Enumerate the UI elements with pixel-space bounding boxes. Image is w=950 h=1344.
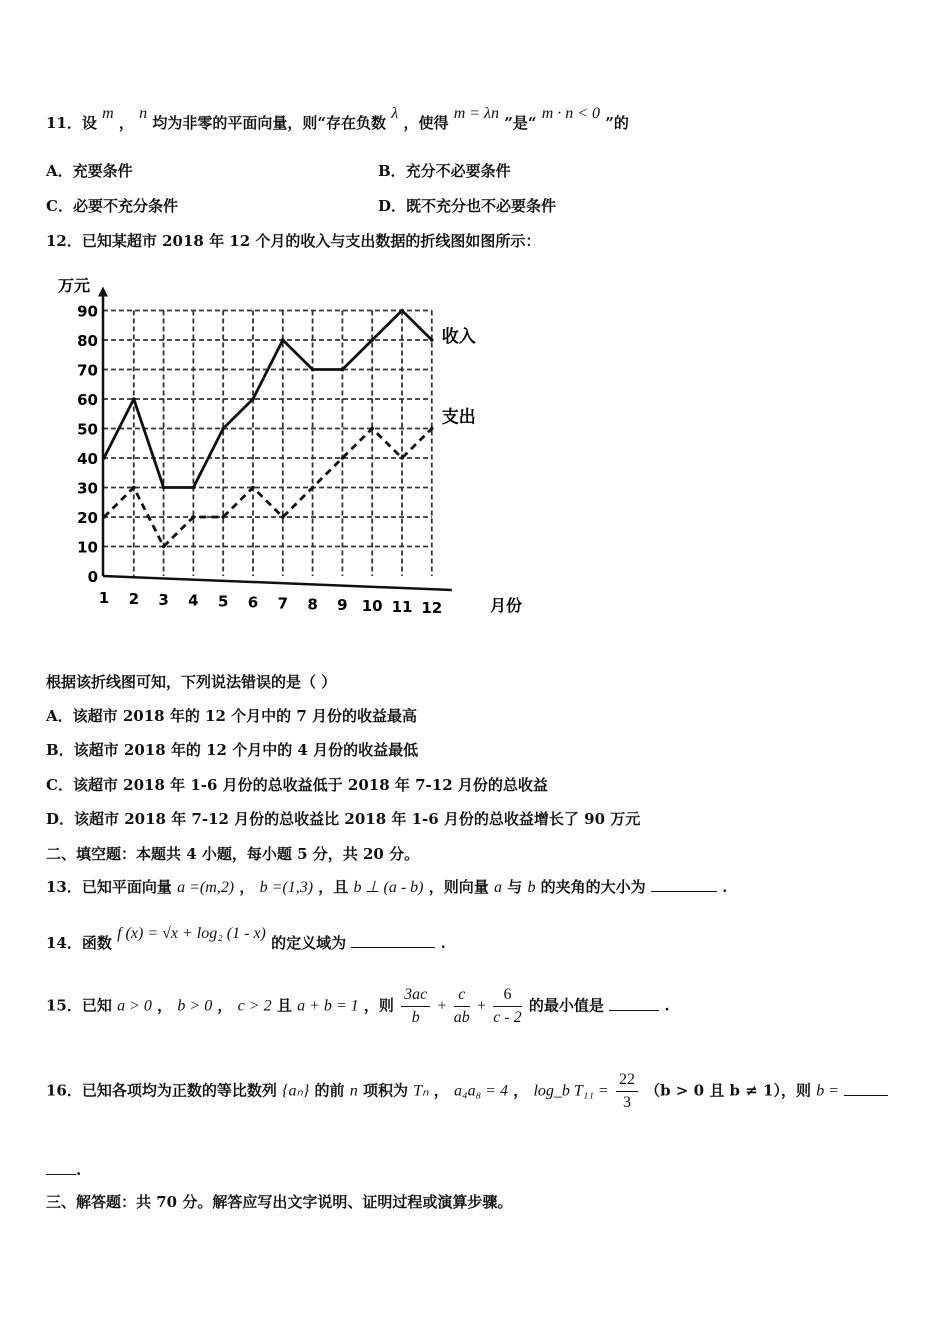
q15-frac3-numerator: 6 (493, 986, 521, 1007)
x-tick-label: 12 (421, 598, 443, 617)
q16-text-2: 项积为 (363, 1081, 409, 1100)
section-2-heading: 二、填空题：本题共 4 小题，每小题 5 分，共 20 分。 (46, 845, 420, 863)
x-tick-label: 7 (277, 594, 289, 613)
expense-point (162, 545, 166, 549)
section-3-heading: 三、解答题：共 70 分。解答应写出文字说明、证明过程或演算步骤。 (46, 1193, 513, 1211)
q16-b-equals: b = (816, 1082, 840, 1100)
income-point (251, 397, 255, 401)
q15-sep-1: ， (157, 996, 173, 1015)
expense-point (221, 515, 225, 519)
q15-text-2: ，则 (363, 996, 394, 1015)
q11-option-d: D．既不充分也不必要条件 (378, 197, 557, 215)
q16-sep-1: ， (433, 1081, 449, 1100)
expense-point (281, 515, 285, 519)
q16-n: n (349, 1082, 358, 1100)
q11-option-a: A．充要条件 (46, 162, 133, 180)
y-axis-arrow (98, 287, 108, 297)
y-tick-label: 60 (77, 391, 98, 409)
q13-b: b (527, 879, 536, 896)
q11-lambda: λ (391, 105, 399, 122)
q12-option-b: B．该超市 2018 年的 12 个月中的 4 月份的收益最低 (46, 741, 419, 759)
q13-perpendicular: b ⊥ (a - b) (353, 879, 424, 896)
q11-option-c: C．必要不充分条件 (46, 197, 178, 215)
q13-number: 13．已知平面向量 (46, 878, 172, 896)
x-tick-label: 5 (217, 592, 229, 611)
q14-answer-blank[interactable] (351, 933, 435, 948)
q15-cond-c: c > 2 (237, 997, 272, 1015)
q16-sequence: {aₙ} (282, 1082, 310, 1100)
q14-number: 14．函数 (46, 934, 112, 952)
q13-text-4: 的夹角的大小为 (540, 878, 646, 896)
expense-point (400, 456, 404, 460)
q11-option-b: B．充分不必要条件 (378, 162, 511, 180)
question-11 (46, 105, 629, 133)
q15-sep-2: ， (217, 996, 233, 1015)
chart-axes (98, 287, 452, 591)
question-14 (46, 925, 446, 953)
income-point (400, 309, 404, 313)
q16-frac-denominator: 3 (622, 1094, 631, 1111)
q11-number: 11．设 (46, 114, 97, 132)
expense-point (132, 486, 136, 490)
q11-text-3: ”是“ (504, 114, 537, 132)
q16-number: 16．已知各项均为正数的等比数列 (46, 1081, 277, 1100)
q15-answer-blank[interactable] (609, 996, 659, 1011)
q14-end: . (440, 934, 446, 952)
x-tick-label: 11 (391, 598, 413, 616)
question-16 (46, 1071, 888, 1112)
chart-ticks (77, 303, 442, 617)
q13-a: a (493, 879, 502, 896)
q15-frac2-denominator: ab (453, 1009, 470, 1026)
q16-condition: （b > 0 且 b ≠ 1），则 (645, 1081, 811, 1100)
y-tick-label: 40 (77, 450, 98, 468)
q15-cond-sum: a + b = 1 (297, 997, 359, 1015)
q13-vector-a: a =(m,2) (177, 879, 235, 896)
q16-product: a₄a₈ = 4 (454, 1082, 508, 1100)
q15-fraction-1 (401, 986, 430, 1027)
x-tick-label: 8 (307, 595, 318, 614)
expense-point (192, 515, 196, 519)
expense-point (311, 486, 315, 490)
q15-frac1-denominator: b (411, 1009, 420, 1026)
q15-plus-2: + (476, 997, 487, 1015)
q13-text-1: ，且 (318, 878, 349, 896)
q16-answer-blank-cont[interactable] (46, 1160, 76, 1175)
q15-frac1-numerator: 3ac (401, 986, 430, 1007)
expense-point (341, 456, 345, 460)
q12-option-c: C．该超市 2018 年 1-6 月份的总收益低于 2018 年 7-12 月份的总收益 (46, 776, 548, 794)
q12-option-d: D．该超市 2018 年 7-12 月份的总收益比 2018 年 1-6 月份的总收益增长了 90 万元 (46, 810, 641, 828)
x-tick-label: 6 (247, 593, 259, 612)
legend-label-expense: 支出 (441, 407, 476, 428)
q15-frac3-denominator: c - 2 (493, 1009, 522, 1026)
x-tick-label: 2 (128, 589, 140, 608)
x-tick-label: 1 (98, 589, 110, 607)
q16-continuation (46, 1160, 81, 1179)
line-chart (40, 268, 560, 628)
x-axis (103, 576, 452, 590)
q14-text-1: 的定义域为 (271, 934, 347, 952)
q16-end: . (76, 1161, 82, 1179)
q16-frac-numerator: 22 (616, 1071, 638, 1092)
income-point (370, 338, 374, 342)
expense-point (430, 427, 434, 431)
q13-end: . (722, 878, 728, 896)
y-tick-label: 50 (77, 420, 98, 439)
x-tick-label: 10 (361, 597, 383, 616)
y-axis-label: 万元 (58, 276, 91, 295)
q16-text-1: 的前 (314, 1081, 345, 1100)
q15-cond-b: b > 0 (177, 997, 213, 1015)
y-tick-label: 20 (77, 509, 98, 527)
q11-var-n: n (139, 105, 148, 122)
income-point (162, 486, 166, 490)
q13-separator: ， (239, 878, 255, 896)
q13-vector-b: b =(1,3) (259, 879, 314, 896)
expense-point (102, 515, 106, 519)
x-axis-label: 月份 (490, 596, 523, 615)
expense-point (370, 427, 374, 431)
y-tick-label: 90 (77, 302, 98, 321)
q15-text-3: 的最小值是 (528, 996, 604, 1015)
q12-option-a: A．该超市 2018 年的 12 个月中的 7 月份的收益最高 (46, 707, 418, 725)
q13-answer-blank[interactable] (651, 877, 717, 892)
q14-function: f (x) = √x + log₂ (1 - x) (117, 925, 266, 942)
expense-point (251, 486, 255, 490)
q15-end: . (664, 996, 670, 1015)
question-15 (46, 986, 670, 1027)
y-tick-label: 80 (77, 332, 98, 350)
q15-frac2-numerator: c (454, 986, 470, 1007)
q13-text-3: 与 (507, 878, 523, 896)
q13-text-2: ，则向量 (428, 878, 489, 896)
q11-text-4: ”的 (605, 114, 629, 132)
income-point (192, 486, 196, 490)
income-point (132, 397, 136, 401)
income-point (281, 338, 285, 342)
y-tick-label: 30 (77, 479, 98, 498)
q16-answer-blank[interactable] (844, 1081, 888, 1096)
y-tick-label: 0 (87, 568, 98, 586)
y-tick-label: 70 (77, 361, 98, 380)
chart-grid (103, 311, 432, 577)
q11-equation-1: m = λn (453, 105, 499, 122)
legend-label-income: 收入 (441, 327, 476, 347)
q15-fraction-2 (454, 986, 470, 1027)
x-tick-label: 3 (158, 590, 169, 609)
x-tick-label: 4 (188, 591, 199, 610)
income-point (341, 368, 345, 372)
question-13 (46, 876, 727, 897)
y-tick-label: 10 (77, 538, 98, 557)
q12-question: 根据该折线图可知，下列说法错误的是（ ） (46, 673, 337, 691)
q11-separator: ， (118, 114, 134, 132)
q12-stem: 12．已知某超市 2018 年 12 个月的收入与支出数据的折线图如图所示： (46, 232, 541, 250)
q11-equation-2: m · n < 0 (541, 105, 601, 122)
income-point (221, 427, 225, 431)
q11-var-m: m (102, 105, 114, 122)
income-point (311, 368, 315, 372)
q11-text-1: 均为非零的平面向量，则“存在负数 (152, 114, 387, 132)
q16-fraction (616, 1071, 638, 1112)
x-tick-label: 9 (337, 596, 348, 615)
income-point (102, 456, 106, 460)
q15-number: 15．已知 (46, 996, 112, 1015)
q16-sep-2: ， (513, 1081, 529, 1100)
q15-text-1: 且 (276, 996, 292, 1015)
q15-cond-a: a > 0 (117, 997, 152, 1015)
q15-fraction-3 (493, 986, 521, 1027)
income-point (430, 338, 434, 342)
q16-log: log_b T₁₁ = (533, 1082, 609, 1100)
q15-plus-1: + (437, 997, 447, 1015)
q11-text-2: ，使得 (403, 114, 449, 132)
q16-Tn: Tₙ (413, 1082, 429, 1100)
